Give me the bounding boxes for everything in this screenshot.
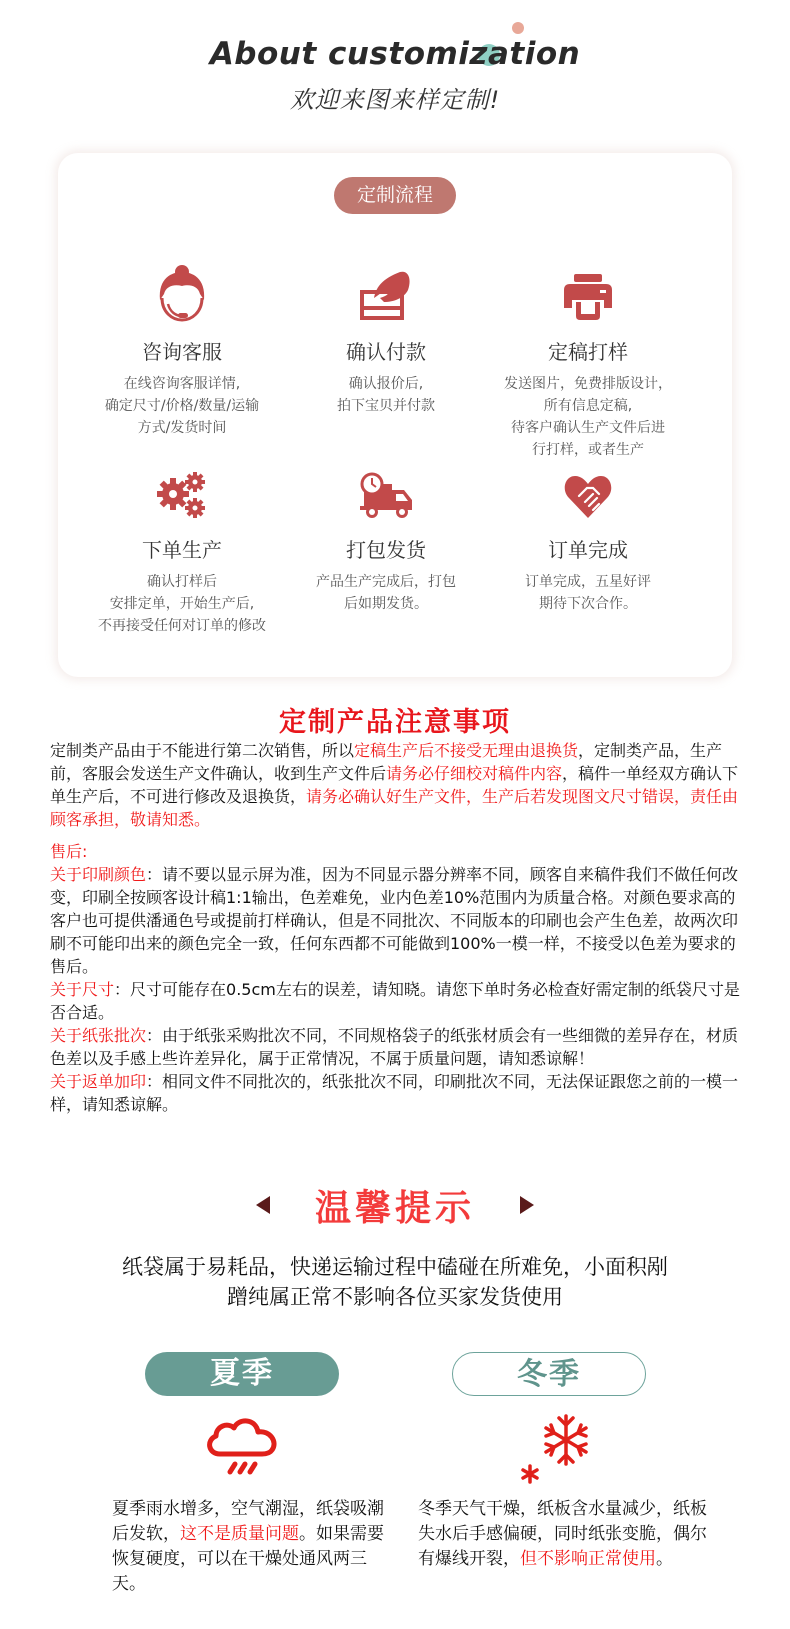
step-desc: 订单完成，五星好评 期待下次合作。 (525, 574, 651, 612)
rain-cloud-icon (202, 1414, 282, 1482)
notice-item-size: 关于尺寸：尺寸可能存在0.5cm左右的误差，请知晓。请您下单时务必检查好需定制的纸袋尺寸是否合适。 (50, 980, 740, 1022)
step-payment (276, 262, 496, 417)
delivery-truck-icon (276, 460, 496, 520)
winter-text: 冬季天气干燥，纸板含水量减少，纸板失水后手感偏硬，同时纸张变脆，偶尔有爆线开裂，但不影响正常使用。 (418, 1499, 707, 1569)
step-complete (478, 460, 698, 615)
step-sample (478, 262, 698, 461)
step-shipping (276, 460, 496, 615)
step-desc: 在线咨询客服详情, 确定尺寸/价格/数量/运输 方式/发货时间 (104, 376, 260, 436)
snowflake-icon (516, 1412, 596, 1488)
notice-item-paper-batch: 关于纸张批次：由于纸张采购批次不同，不同规格袋子的纸张材质会有一些细微的差异存在，材质色差以及手感上些许差异化，属于正常情况，不属于质量问题，请知悉谅解！ (50, 1026, 739, 1068)
winter-badge: 冬季 (452, 1352, 646, 1396)
tips-text: 纸袋属于易耗品，快递运输过程中磕碰在所难免，小面积剐 蹭纯属正常不影响各位买家发货使用 (122, 1255, 668, 1309)
step-title: 咨询客服 (142, 340, 222, 364)
process-badge: 定制流程 (334, 177, 456, 214)
summer-text: 夏季雨水增多，空气潮湿，纸袋吸潮后发软，这不是质量问题。如果需要恢复硬度，可以在干燥处通风两三天。 (112, 1499, 384, 1594)
step-title: 确认付款 (346, 340, 426, 364)
customer-service-icon (72, 262, 292, 322)
summer-badge: 夏季 (145, 1352, 339, 1396)
notice-item-color: 关于印刷颜色：请不要以显示屏为准，因为不同显示器分辨率不同，顾客自来稿件我们不做任何改变，印刷全按顾客设计稿1:1输出，色差难免，业内色差10%范围内为质量合格。对颜色要求高的客户也可提供潘通色号或提前打样确认，但是不同批次、不同版本的印刷也会产生色差，故两次印刷不可能印出来的颜色完全一致，任何东西都不可能做到100%一模一样，不接受以色差为要求的售后。 (50, 865, 739, 976)
after-sale-items (50, 863, 740, 1116)
step-consult (72, 262, 292, 439)
tips-title: 温馨提示 (314, 1188, 475, 1229)
step-title: 订单完成 (548, 538, 628, 562)
title-english: About customization (209, 36, 581, 72)
notice-item-reorder: 关于返单加印：相同文件不同批次的，纸张批次不同，印刷批次不同，无法保证跟您之前的一模一样，请知悉谅解。 (50, 1072, 739, 1114)
notice-intro: 定制类产品由于不能进行第二次销售，所以定稿生产后不接受无理由退换货，定制类产品，生产前，客服会发送生产文件确认，收到生产文件后请务必仔细校对稿件内容，稿件一单经双方确认下单生产后，不可进行修改及退换货，请务必确认好生产文件，生产后若发现图文尺寸错误，责任由顾客承担，敬请知悉。 (50, 741, 739, 829)
step-title: 定稿打样 (548, 340, 628, 364)
step-desc: 产品生产完成后，打包 后如期发货。 (316, 574, 456, 612)
after-sale-label: 售后: (50, 842, 88, 861)
step-title: 打包发货 (346, 538, 426, 562)
notice-title: 定制产品注意事项 (279, 707, 511, 738)
step-title: 下单生产 (142, 538, 222, 562)
decor-dot-pink (512, 22, 524, 34)
step-production (72, 460, 292, 637)
step-desc: 确认打样后 安排定单，开始生产后, 不再接受任何对订单的修改 (98, 574, 266, 634)
printer-icon (478, 262, 698, 322)
step-desc: 确认报价后, 拍下宝贝并付款 (337, 376, 435, 414)
gears-icon (72, 460, 292, 520)
handshake-heart-icon (478, 460, 698, 520)
title-chinese: 欢迎来图来样定制! (289, 86, 501, 114)
payment-card-icon (276, 262, 496, 322)
step-desc: 发送图片，免费排版设计， 所有信息定稿, 待客户确认生产文件后进 行打样，或者生产 (504, 376, 672, 458)
